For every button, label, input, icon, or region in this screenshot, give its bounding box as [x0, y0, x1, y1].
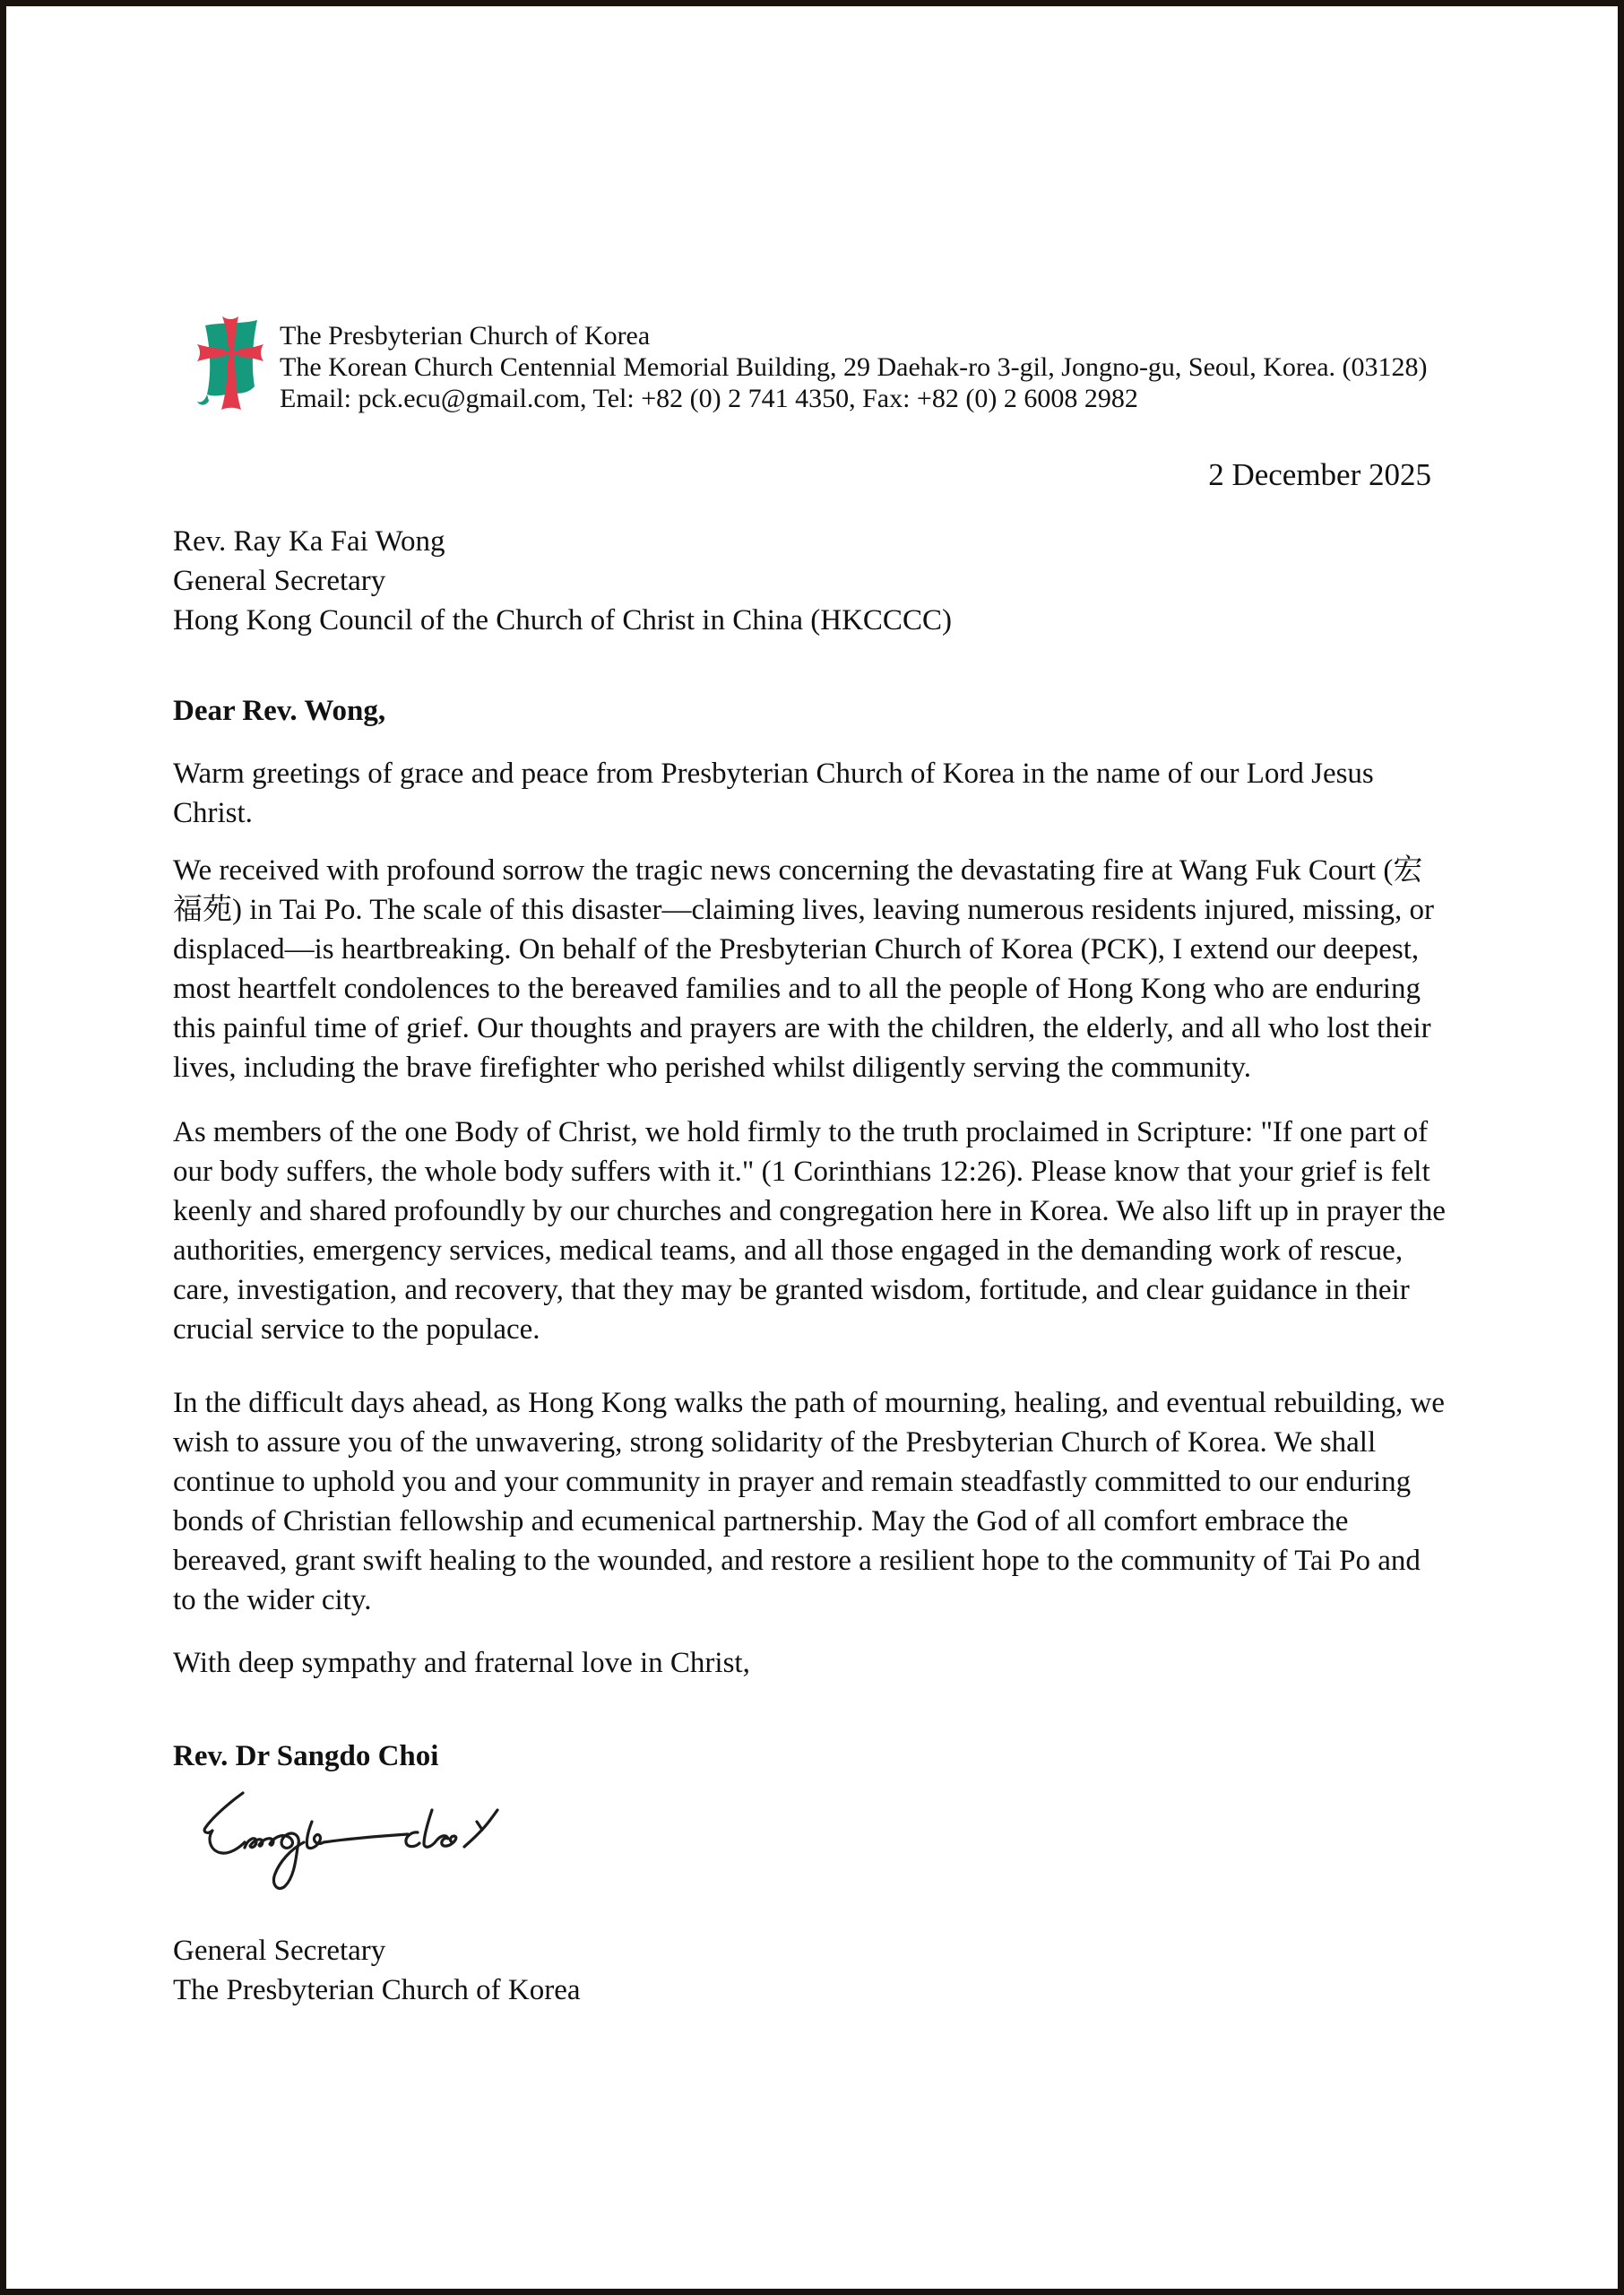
- valediction: With deep sympathy and fraternal love in Christ,: [173, 1647, 750, 1679]
- letterhead-text: [280, 309, 1428, 414]
- salutation: Dear Rev. Wong,: [173, 695, 386, 727]
- body-paragraph: Warm greetings of grace and peace from Presbyterian Church of Korea in the name of our Lord Jesus Christ.: [173, 758, 1374, 829]
- org-name: The Presbyterian Church of Korea: [280, 321, 651, 351]
- org-contact: Email: pck.ecu@gmail.com, Tel: +82 (0) 2 741 4350, Fax: +82 (0) 2 6008 2982: [280, 384, 1138, 413]
- handwritten-signature-icon: [200, 1790, 505, 1893]
- letterhead: [186, 309, 1449, 415]
- letter-date: 2 December 2025: [1208, 457, 1431, 492]
- signature-strokes: [204, 1793, 497, 1888]
- body-paragraph: As members of the one Body of Christ, we hold firmly to the truth proclaimed in Scripture: "If one part of our body suffers, the whole body suffers with it." (1 Corinthians 12:26). Please know that your grief is felt keenly and shared profoundly by our churches and congregation here in Korea. We also lift up in prayer the authorities, emergency services, medical teams, and all those engaged in the demanding work of rescue, care, investigation, and recovery, that they may be granted wisdom, fortitude, and clear guidance in their crucial service to the populace.: [173, 1116, 1446, 1346]
- recipient-name: Rev. Ray Ka Fai Wong: [173, 525, 445, 558]
- body-paragraph: In the difficult days ahead, as Hong Kong walks the path of mourning, healing, and eventual rebuilding, we wish to assure you of the unwavering, strong solidarity of the Presbyterian Church of Korea. We shall continue to uphold you and your community in prayer and remain steadfastly committed to our enduring bonds of Christian fellowship and ecumenical partnership. May the God of all comfort embrace the bereaved, grant swift healing to the wounded, and restore a resilient hope to the community of Tai Po and to the wider city.: [173, 1387, 1445, 1616]
- body-paragraph: We received with profound sorrow the tragic news concerning the devastating fire at Wang Fuk Court (宏福苑) in Tai Po. The scale of this disaster—claiming lives, leaving numerous residents injured, missing, or displaced—is heartbreaking. On behalf of the Presbyterian Church of Korea (PCK), I extend our deepest, most heartfelt condolences to the bereaved families and to all the people of Hong Kong who are enduring this painful time of grief. Our thoughts and prayers are with the children, the elderly, and all who lost their lives, including the brave firefighter who perished whilst diligently serving the community.: [173, 854, 1434, 1084]
- pck-logo: [186, 309, 269, 415]
- signatory-title: General Secretary: [173, 1935, 386, 1967]
- signatory-organization: The Presbyterian Church of Korea: [173, 1974, 581, 2006]
- signature: [200, 1790, 505, 1893]
- cross-and-scroll-icon: [186, 309, 269, 415]
- recipient-organization: Hong Kong Council of the Church of Christ in China (HKCCCC): [173, 604, 952, 637]
- recipient-block: [173, 522, 1449, 640]
- signatory-name: Rev. Dr Sangdo Choi: [173, 1740, 439, 1772]
- org-address: The Korean Church Centennial Memorial Building, 29 Daehak-ro 3-gil, Jongno-gu, Seoul, Korea. (03128): [280, 352, 1428, 382]
- recipient-title: General Secretary: [173, 565, 386, 597]
